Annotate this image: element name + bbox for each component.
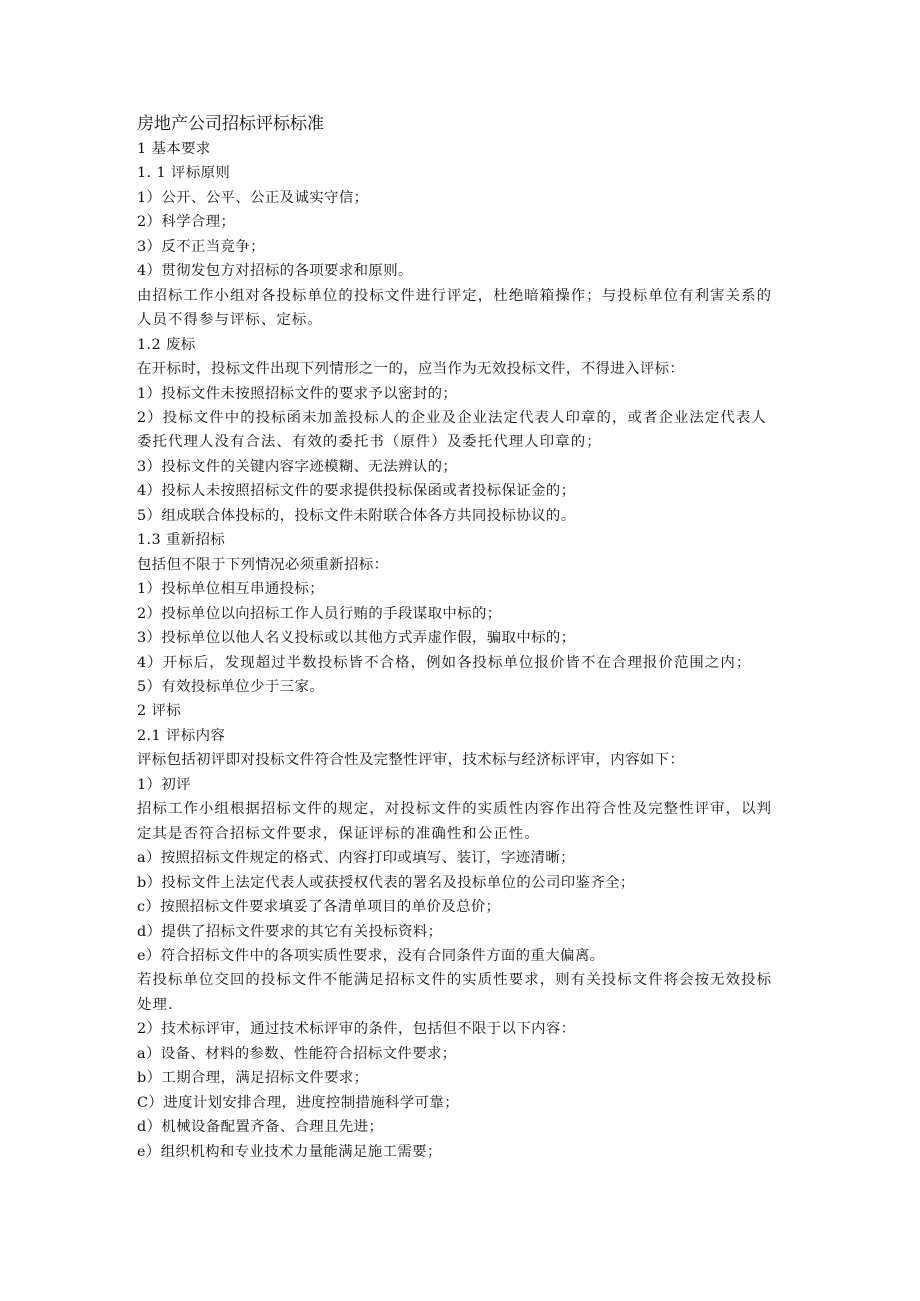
- paragraph-line: 5）组成联合体投标的，投标文件未附联合体各方共同投标协议的。: [137, 507, 576, 524]
- paragraph-line: e）符合招标文件中的各项实质性要求，没有合同条件方面的重大偏离。: [137, 947, 605, 964]
- paragraph-line: 1 基本要求: [137, 141, 211, 157]
- paragraph-line: 1）投标单位相互串通投标；: [137, 581, 325, 598]
- paragraph-line: 1.2 废标: [137, 336, 196, 353]
- paragraph-line: b）工期合理，满足招标文件要求；: [137, 1070, 369, 1087]
- paragraph-line: 2）投标文件中的投标函未加盖投标人的企业及企业法定代表人印章的，或者企业法定代表人委托代理人没有合法、有效的委托书（原件）及委托代理人印章的；: [137, 409, 767, 451]
- document-body: [137, 137, 777, 1164]
- paragraph-line: d）提供了招标文件要求的其它有关投标资料；: [137, 923, 443, 940]
- paragraph-line: 3）投标文件的关键内容字迹模糊、无法辨认的；: [137, 458, 458, 475]
- paragraph-line: 若投标单位交回的投标文件不能满足招标文件的实质性要求，则有关投标文件将会按无效投标处理.: [137, 972, 773, 1013]
- paragraph-line: 招标工作小组根据招标文件的规定，对投标文件的实质性内容作出符合性及完整性评审，以判定其是否符合招标文件要求，保证评标的准确性和公正性。: [137, 801, 773, 842]
- paragraph-line: 5）有效投标单位少于三家。: [137, 678, 325, 695]
- paragraph-line: 1）初评: [137, 776, 191, 793]
- paragraph-line: C）进度计划安排合理，进度控制措施科学可靠；: [137, 1094, 460, 1111]
- paragraph-line: a）按照招标文件规定的格式、内容打印或填写、装订，字迹清晰；: [137, 850, 575, 867]
- paragraph-line: e）组织机构和专业技术力量能满足施工需要；: [137, 1143, 442, 1160]
- paragraph-line: 2）投标单位以向招标工作人员行贿的手段谋取中标的；: [137, 605, 502, 622]
- paragraph-line: 4）贯彻发包方对招标的各项要求和原则。: [137, 263, 413, 280]
- paragraph-line: 3）反不正当竞争；: [137, 238, 265, 255]
- document-page: [137, 111, 777, 1164]
- paragraph-line: 由招标工作小组对各投标单位的投标文件进行评定，杜绝暗箱操作；与投标单位有利害关系的人员不得参与评标、定标。: [137, 287, 773, 329]
- paragraph-line: 1.3 重新招标: [137, 532, 226, 549]
- paragraph-line: c）按照招标文件要求填妥了各清单项目的单价及总价；: [137, 899, 501, 916]
- paragraph-line: 3）投标单位以他人名义投标或以其他方式弄虚作假，骗取中标的；: [137, 630, 576, 647]
- document-title: 房地产公司招标评标标准: [137, 114, 324, 134]
- paragraph-line: 4）开标后，发现超过半数投标皆不合格，例如各投标单位报价皆不在合理报价范围之内；: [137, 654, 752, 671]
- paragraph-line: 2 评标: [137, 703, 182, 720]
- paragraph-line: 在开标时，投标文件出现下列情形之一的，应当作为无效投标文件，不得进入评标：: [137, 361, 685, 378]
- paragraph-line: 评标包括初评即对投标文件符合性及完整性评审，技术标与经济标评审，内容如下：: [137, 752, 685, 769]
- paragraph-line: 2）科学合理；: [137, 214, 236, 231]
- paragraph-line: 4）投标人未按照招标文件的要求提供投标保函或者投标保证金的；: [137, 483, 576, 500]
- paragraph-line: 1）公开、公平、公正及诚实守信；: [137, 189, 369, 206]
- paragraph-line: 1. 1 评标原则: [137, 165, 231, 182]
- paragraph-line: a）设备、材料的参数、性能符合招标文件要求；: [137, 1045, 457, 1062]
- paragraph-line: b）投标文件上法定代表人或获授权代表的署名及投标单位的公司印鉴齐全；: [137, 874, 635, 891]
- paragraph-line: 包括但不限于下列情况必须重新招标：: [137, 556, 389, 573]
- paragraph-line: d）机械设备配置齐备、合理且先进；: [137, 1119, 384, 1136]
- paragraph-line: 2.1 评标内容: [137, 727, 226, 744]
- paragraph-line: 1）投标文件未按照招标文件的要求予以密封的；: [137, 385, 458, 402]
- paragraph-line: 2）技术标评审，通过技术标评审的条件，包括但不限于以下内容：: [137, 1021, 576, 1038]
